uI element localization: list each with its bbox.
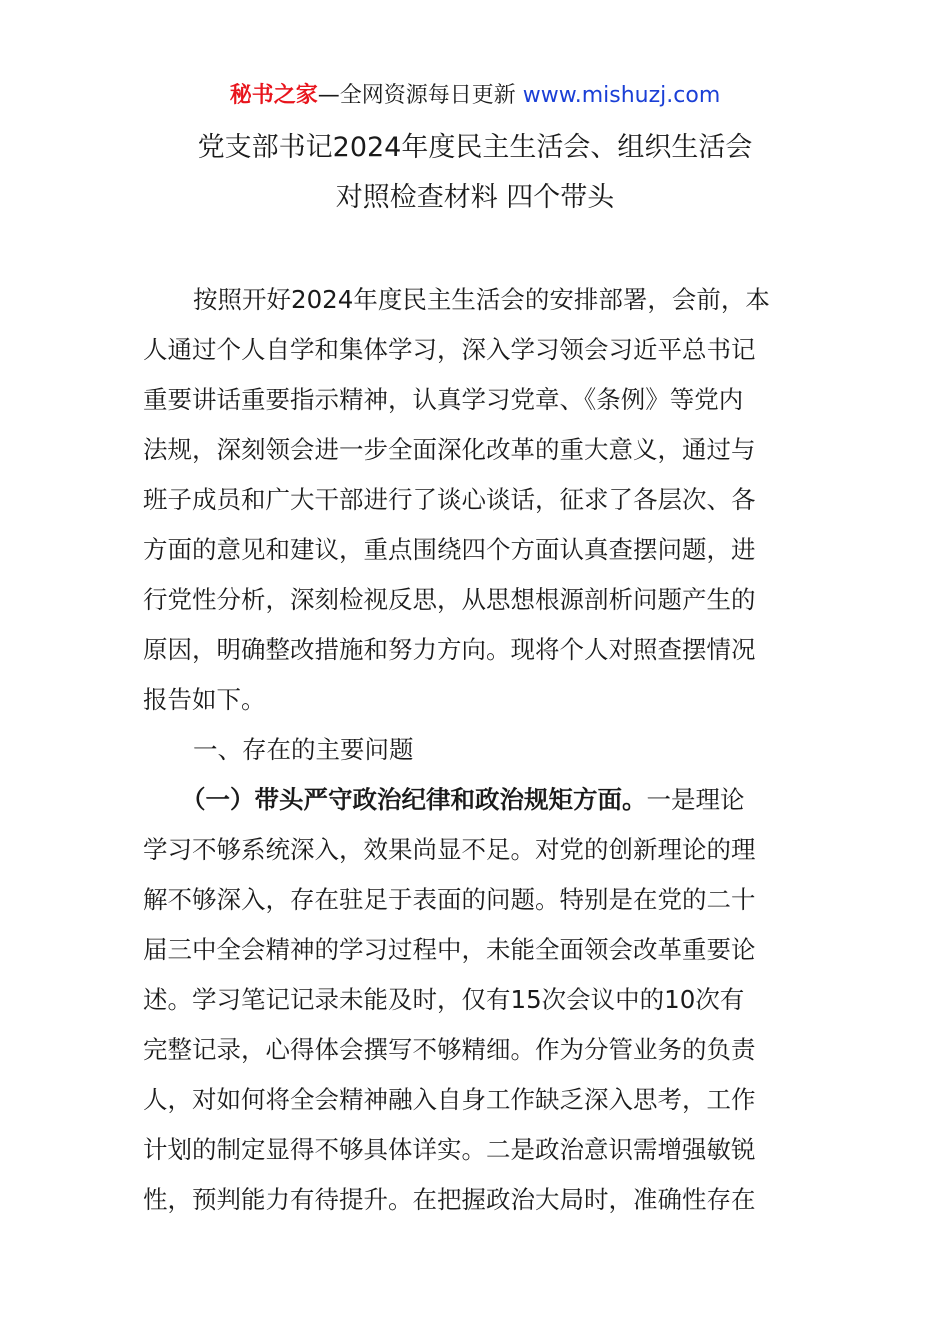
site-url-link[interactable]: www.mishuzj.com — [522, 83, 721, 108]
paragraph-line: 原因，明确整改措施和努力方向。现将个人对照查摆情况 — [143, 635, 756, 664]
brand-name: 秘书之家 — [229, 83, 318, 108]
paragraph-line: 按照开好2024年度民主生活会的安排部署，会前，本 — [193, 285, 770, 314]
paragraph-line: 计划的制定显得不够具体详实。二是政治意识需增强敏锐 — [143, 1135, 756, 1164]
paragraph-line: 解不够深入，存在驻足于表面的问题。特别是在党的二十 — [143, 885, 756, 914]
section-heading: 一、存在的主要问题 — [193, 735, 414, 764]
paragraph-line: 学习不够系统深入，效果尚显不足。对党的创新理论的理 — [143, 835, 756, 864]
subsection-heading-line — [143, 775, 807, 825]
paragraph-line: 人通过个人自学和集体学习，深入学习领会习近平总书记 — [143, 335, 756, 364]
paragraph-line: 报告如下。 — [143, 685, 266, 714]
paragraph-line: 述。学习笔记记录未能及时，仅有15次会议中的10次有 — [143, 985, 745, 1014]
document-title-line-1: 党支部书记2024年度民主生活会、组织生活会 — [197, 132, 753, 163]
paragraph-line: 方面的意见和建议，重点围绕四个方面认真查摆问题，进 — [143, 535, 756, 564]
paragraph-line: 班子成员和广大干部进行了谈心谈话，征求了各层次、各 — [143, 485, 756, 514]
paragraph-line: 法规，深刻领会进一步全面深化改革的重大意义，通过与 — [143, 435, 756, 464]
paragraph-line: 性，预判能力有待提升。在把握政治大局时，准确性存在 — [143, 1185, 756, 1214]
header-tagline: —全网资源每日更新 — [317, 83, 523, 108]
paragraph-line: 完整记录，心得体会撰写不够精细。作为分管业务的负责 — [143, 1035, 756, 1064]
paragraph-line: 人，对如何将全会精神融入自身工作缺乏深入思考，工作 — [143, 1085, 756, 1114]
site-header — [0, 80, 950, 112]
paragraph-line: 行党性分析，深刻检视反思，从思想根源剖析问题产生的 — [143, 585, 756, 614]
subsection-text: 一是理论 — [646, 785, 745, 814]
paragraph-line: 重要讲话重要指示精神，认真学习党章、《条例》等党内 — [143, 385, 744, 414]
document-body — [143, 275, 807, 1225]
document-title-line-2: 对照检查材料 四个带头 — [335, 182, 615, 213]
subsection-heading: （一）带头严守政治纪律和政治规矩方面。 — [181, 785, 647, 814]
paragraph-line: 届三中全会精神的学习过程中，未能全面领会改革重要论 — [143, 935, 756, 964]
